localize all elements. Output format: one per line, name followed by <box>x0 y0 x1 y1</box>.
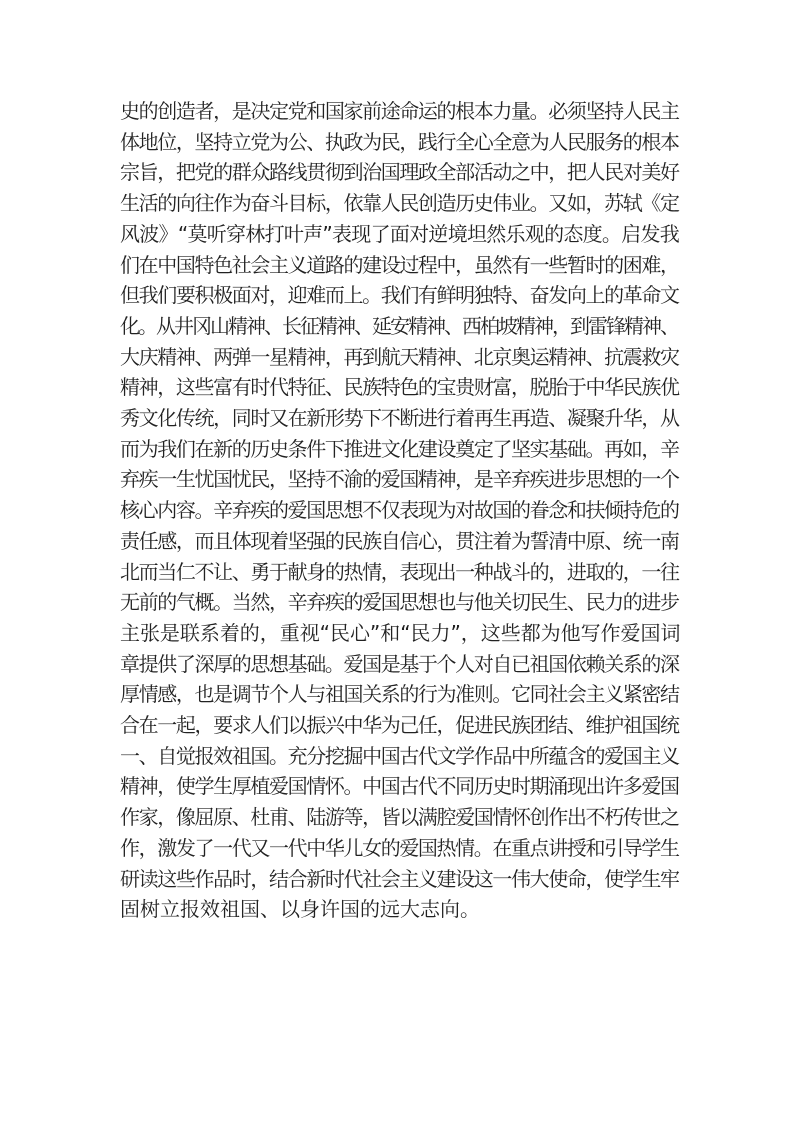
text-line: 宗旨，把党的群众路线贯彻到治国理政全部活动之中，把人民对美好 <box>120 160 679 185</box>
text-line: 北而当仁不让、勇于献身的热情，表现出一种战斗的，进取的，一往 <box>120 559 679 584</box>
text-line: 无前的气概。当然，辛弃疾的爱国思想也与他关切民生、民力的进步 <box>120 590 679 615</box>
text-line: 秀文化传统，同时又在新形势下不断进行着再生再造、凝聚升华，从 <box>120 406 679 431</box>
text-line: 而为我们在新的历史条件下推进文化建设奠定了坚实基础。再如，辛 <box>120 436 679 461</box>
text-line: 但我们要积极面对，迎难而上。我们有鲜明独特、奋发向上的革命文 <box>120 283 679 308</box>
text-line: 生活的向往作为奋斗目标，依靠人民创造历史伟业。又如，苏轼《定 <box>120 191 679 216</box>
body-text <box>120 96 680 925</box>
text-line: 作家，像屈原、杜甫、陆游等，皆以满腔爱国情怀创作出不朽传世之 <box>120 805 679 830</box>
text-line: 主张是联系着的，重视“民心”和“民力”，这些都为他写作爱国词 <box>120 620 681 645</box>
text-line: 史的创造者，是决定党和国家前途命运的根本力量。必须坚持人民主 <box>120 99 679 123</box>
text-line: 弃疾一生忧国忧民，坚持不渝的爱国精神，是辛弃疾进步思想的一个 <box>120 467 679 492</box>
text-line: 厚情感，也是调节个人与祖国关系的行为准则。它同社会主义紧密结 <box>120 682 679 707</box>
text-line: 风波》“莫听穿林打叶声”表现了面对逆境坦然乐观的态度。启发我 <box>120 221 680 246</box>
text-line: 合在一起，要求人们以振兴中华为己任，促进民族团结、维护祖国统 <box>120 713 679 738</box>
text-line: 一、自觉报效祖国。充分挖掘中国古代文学作品中所蕴含的爱国主义 <box>120 743 679 768</box>
text-line: 责任感，而且体现着坚强的民族自信心，贯注着为誓清中原、统一南 <box>120 528 679 553</box>
text-line: 化。从井冈山精神、长征精神、延安精神、西柏坡精神，到雷锋精神、 <box>120 313 678 338</box>
text-line: 章提供了深厚的思想基础。爱国是基于个人对自已祖国依赖关系的深 <box>120 651 679 676</box>
text-line: 精神，这些富有时代特征、民族特色的宝贵财富，脱胎于中华民族优 <box>120 375 679 400</box>
text-line: 精神，使学生厚植爱国情怀。中国古代不同历史时期涌现出许多爱国 <box>120 774 679 799</box>
text-line: 体地位，坚持立党为公、执政为民，践行全心全意为人民服务的根本 <box>120 129 679 154</box>
text-line: 研读这些作品时，结合新时代社会主义建设这一伟大使命，使学生牢 <box>120 866 679 891</box>
text-line: 核心内容。辛弃疾的爱国思想不仅表现为对故国的眷念和扶倾持危的 <box>120 498 679 523</box>
text-line: 固树立报效祖国、以身许国的远大志向。 <box>120 897 480 922</box>
text-line: 大庆精神、两弹一星精神，再到航天精神、北京奥运精神、抗震救灾 <box>120 344 679 369</box>
text-line: 们在中国特色社会主义道路的建设过程中，虽然有一些暂时的困难， <box>120 252 679 277</box>
text-line: 作，激发了一代又一代中华儿女的爱国热情。在重点讲授和引导学生 <box>120 835 679 860</box>
